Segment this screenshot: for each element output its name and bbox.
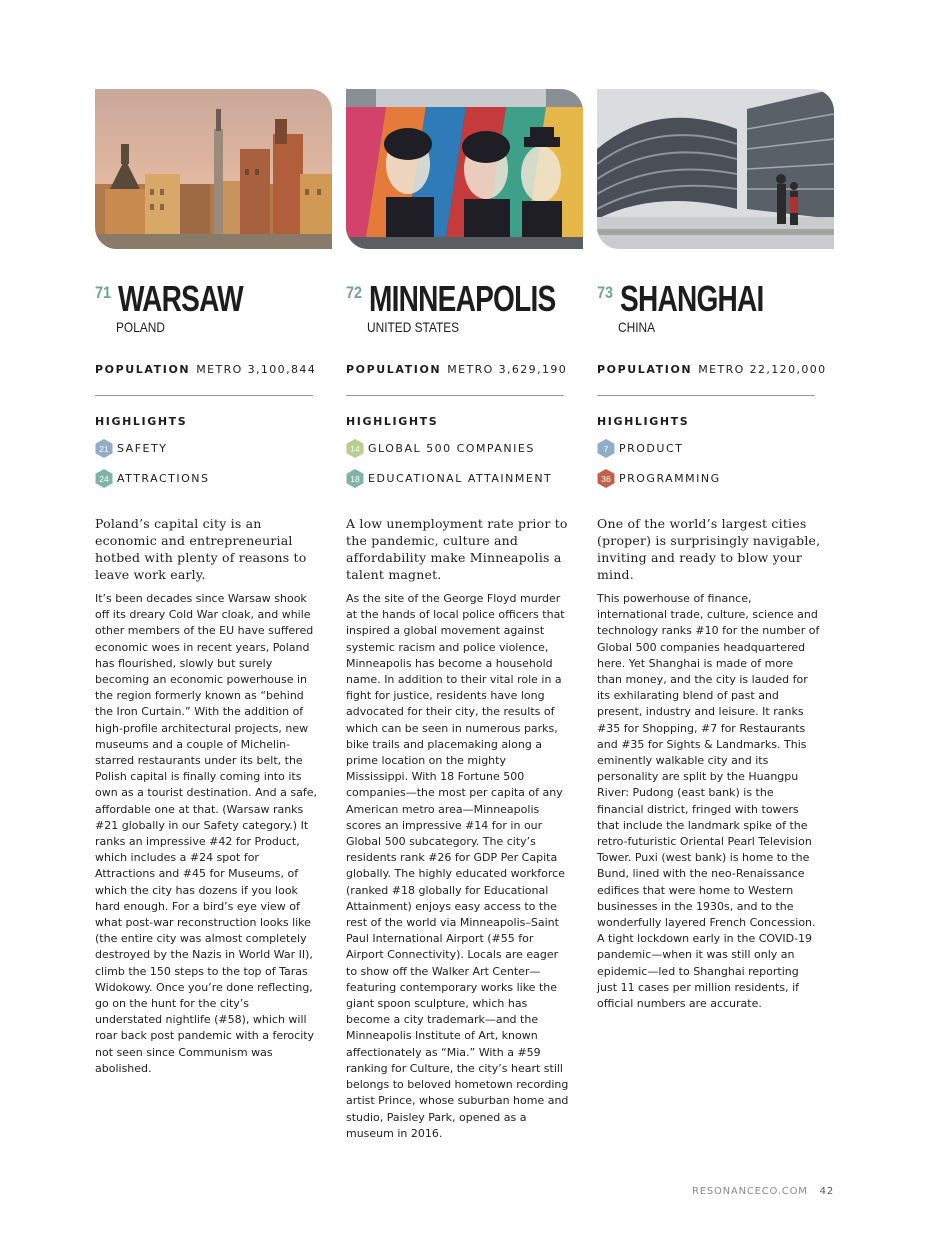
city-rank: 71 xyxy=(95,283,112,302)
highlight-label: PRODUCT xyxy=(619,442,684,455)
shanghai-photo xyxy=(597,89,834,249)
city-card-warsaw xyxy=(95,89,332,1077)
rank-hexagon-icon xyxy=(597,439,615,458)
divider xyxy=(597,395,815,396)
city-title xyxy=(597,278,834,319)
highlight-label: ATTRACTIONS xyxy=(117,472,210,485)
highlight-rank: 7 xyxy=(603,443,609,454)
highlight-label: PROGRAMMING xyxy=(619,472,721,485)
highlight-label: EDUCATIONAL ATTAINMENT xyxy=(368,472,553,485)
city-name: SHANGHAI xyxy=(619,278,764,319)
highlights-title: HIGHLIGHTS xyxy=(95,415,188,428)
population xyxy=(597,363,834,376)
highlight-rank: 36 xyxy=(601,473,611,484)
population xyxy=(95,363,332,376)
city-title xyxy=(95,278,332,319)
highlight-label: SAFETY xyxy=(117,442,168,455)
population-label: POPULATION xyxy=(95,363,191,376)
city-card-minneapolis xyxy=(346,89,583,1142)
divider xyxy=(95,395,313,396)
city-title xyxy=(346,278,583,319)
footer-site: RESONANCECO.COM xyxy=(691,1186,808,1197)
body-text: This powerhouse of finance, international trade, culture, science and technology ranks #10 for the number of Global 500 companies headquartered here. Yet Shanghai is made of more than money, and the city is lauded for its exhilarating blend of past and present, industry and leisure. It ranks #35 for Shopping, #7 for Restaurants and #35 for Sights & Landmarks. This eminently walkable city and its personality are split by the Huangpu River: Pudong (east bank) is the financial district, fringed with towers that include the landmark spike of the retro-futuristic Oriental Pearl Television Tower. Puxi (west bank) is home to the Bund, lined with the neo-Renaissance edifices that were home to Western businesses in the 1930s, and to the wonderfully layered French Concession. A tight lockdown early in the COVID-19 pandemic—when it was still only an epidemic—led to Shanghai reporting just 11 cases per million residents, if official numbers are accurate. xyxy=(597,592,820,1011)
highlight-rank: 14 xyxy=(350,443,360,454)
rank-hexagon-icon xyxy=(346,439,364,458)
lead-paragraph: A low unemployment rate prior to the pandemic, culture and affordability make Minneapolis a talent magnet. xyxy=(346,516,568,582)
highlight-item xyxy=(95,439,332,458)
highlight-item xyxy=(597,469,834,488)
page-number: 42 xyxy=(819,1186,834,1197)
population xyxy=(346,363,583,376)
highlights-title: HIGHLIGHTS xyxy=(346,415,439,428)
body-text: It’s been decades since Warsaw shook off its dreary Cold War cloak, and while other members of the EU have suffered economic woes in recent years, Poland has flourished, slowly but surely becoming an economic powerhouse in the region formerly known as “behind the Iron Curtain.” With the addition of high-profile architectural projects, new museums and a couple of Michelin-starred restaurants under its belt, the Polish capital is finally coming into its own as a tourist destination. And a safe, affordable one at that. (Warsaw ranks #21 globally in our Safety category.) It ranks an impressive #42 for Product, which includes a #24 spot for Attractions and #45 for Museums, of which the city has dozens if you look hard enough. For a bird’s eye view of what post-war reconstruction looks like (the entire city was almost completely destroyed by the Nazis in World War II), climb the 150 steps to the top of Taras Widokowy. Once you’re done reflecting, go on the hunt for the city’s understated nightlife (#58), which will roar back post pandemic with a ferocity not seen since Communism was abolished. xyxy=(95,592,317,1075)
highlight-item xyxy=(346,439,583,458)
rank-hexagon-icon xyxy=(95,469,113,488)
city-rank: 73 xyxy=(597,283,614,302)
lead-paragraph: One of the world’s largest cities (proper) is surprisingly navigable, inviting and ready to blow your mind. xyxy=(597,516,821,582)
highlights-title: HIGHLIGHTS xyxy=(597,415,690,428)
page-footer xyxy=(692,1186,834,1197)
highlight-rank: 18 xyxy=(350,473,360,484)
highlight-item xyxy=(95,469,332,488)
rank-hexagon-icon xyxy=(95,439,113,458)
divider xyxy=(346,395,564,396)
population-value: METRO 3,100,844 xyxy=(196,363,317,376)
rank-hexagon-icon xyxy=(597,469,615,488)
population-label: POPULATION xyxy=(597,363,693,376)
city-name: MINNEAPOLIS xyxy=(368,278,556,319)
warsaw-photo xyxy=(95,89,332,249)
population-label: POPULATION xyxy=(346,363,442,376)
highlight-item xyxy=(346,469,583,488)
highlight-label: GLOBAL 500 COMPANIES xyxy=(368,442,535,455)
city-country: POLAND xyxy=(116,319,165,335)
highlight-rank: 21 xyxy=(99,443,109,454)
minneapolis-photo xyxy=(346,89,583,249)
city-name: WARSAW xyxy=(117,278,243,319)
city-card-shanghai xyxy=(597,89,834,1012)
population-value: METRO 22,120,000 xyxy=(698,363,827,376)
lead-paragraph: Poland’s capital city is an economic and entrepreneurial hotbed with plenty of reasons to leave work early. xyxy=(95,516,307,582)
highlight-item xyxy=(597,439,834,458)
rank-hexagon-icon xyxy=(346,469,364,488)
body-text: As the site of the George Floyd murder at the hands of local police officers that inspired a global movement against systemic racism and police violence, Minneapolis has become a household name. In addition to their vital role in a fight for justice, residents have long advocated for their city, the results of which can be seen in numerous parks, bike trails and placemaking along a prime location on the mighty Mississippi. With 18 Fortune 500 companies—the most per capita of any American metro area—Minneapolis scores an impressive #14 for in our Global 500 subcategory. The city’s residents rank #26 for GDP Per Capita globally. The highly educated workforce (ranked #18 globally for Educational Attainment) enjoys easy access to the rest of the world via Minneapolis–Saint Paul International Airport (#55 for Airport Connectivity). Locals are eager to show off the Walker Art Center—featuring contemporary works like the giant spoon sculpture, which has become a city trademark—and the Minneapolis Institute of Art, known affectionately as “Mia.” With a #59 ranking for Culture, the city’s heart still belongs to beloved hometown recording artist Prince, whose suburban home and studio, Paisley Park, opened as a museum in 2016. xyxy=(346,592,569,1140)
city-rank: 72 xyxy=(346,283,363,302)
city-country: CHINA xyxy=(618,319,656,335)
population-value: METRO 3,629,190 xyxy=(447,363,568,376)
highlight-rank: 24 xyxy=(99,473,109,484)
city-country: UNITED STATES xyxy=(367,319,460,335)
